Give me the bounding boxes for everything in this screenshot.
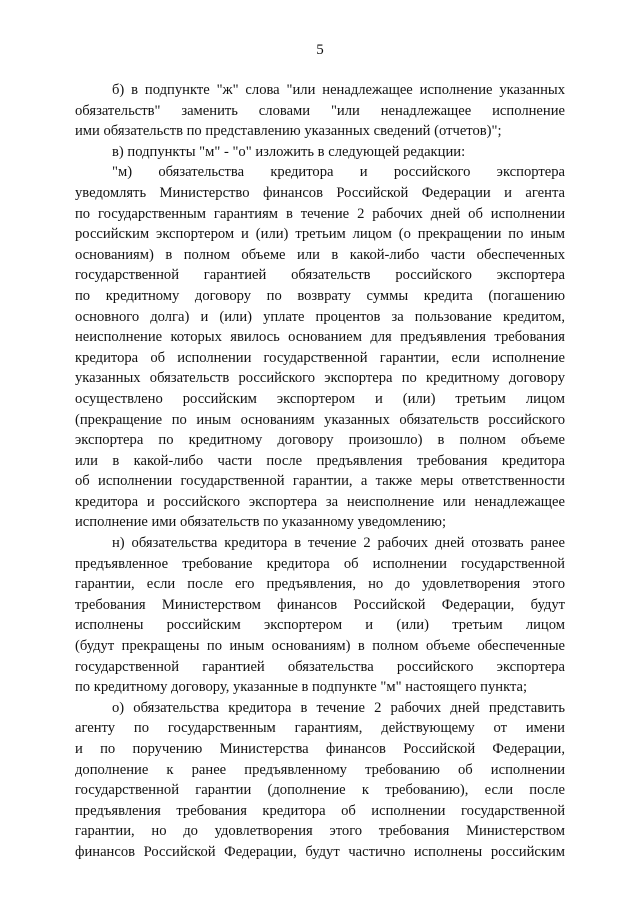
text-line: или в какой-либо части после предъявления требования кредитора [75, 452, 565, 469]
text-line: требования Министерством финансов Российской Федерации, будут [75, 596, 565, 613]
text-line: финансов Российской Федерации, будут частично исполнены российским [75, 843, 565, 860]
text-line: дополнение к ранее предъявленному требованию об исполнении [75, 761, 565, 778]
text-line: (прекращение по иным основаниям указанных обязательств российского [75, 411, 565, 428]
text-line: основаниям) в полном объеме или в какой-либо части обеспеченных [75, 246, 565, 263]
paragraph [75, 698, 565, 863]
text-line: н) обязательства кредитора в течение 2 рабочих дней отозвать ранее [112, 535, 565, 552]
paragraph [75, 533, 565, 698]
text-line: государственной гарантии (дополнение к требованию), если после [75, 782, 565, 799]
text-line: кредитора и российского экспортера за неисполнение или ненадлежащее [75, 493, 565, 510]
text-line: гарантии, если после его предъявления, но до удовлетворения этого [75, 576, 565, 593]
text-line: государственной гарантией обязательств российского экспортера [75, 267, 565, 284]
text-line: по кредитному договору по возврату суммы кредита (погашению [75, 287, 565, 304]
text-line: осуществлено российским экспортером и (или) третьим лицом [75, 390, 565, 407]
text-line: предъявленное требование кредитора об исполнении государственной [75, 555, 565, 572]
page-number: 5 [316, 42, 324, 58]
text-line: исполнение ими обязательств по указанному уведомлению; [75, 514, 447, 531]
text-line: об исполнении государственной гарантии, а также меры ответственности [75, 473, 565, 490]
text-line: в) подпункты "м" - "о" изложить в следующей редакции: [112, 143, 466, 160]
text-line: уведомлять Министерство финансов Российской Федерации и агента [75, 184, 565, 201]
text-line: обязательств" заменить словами "или ненадлежащее исполнение [75, 102, 565, 119]
text-line: кредитора об исполнении государственной гарантии, если исполнение [75, 349, 565, 366]
text-line: государственной гарантией обязательства российского экспортера [75, 658, 565, 675]
text-line: российским экспортером и (или) третьим лицом (о прекращении по иным [75, 226, 565, 243]
text-line: и по поручению Министерства финансов Российской Федерации, [75, 741, 565, 757]
text-line: б) в подпункте "ж" слова "или ненадлежащее исполнение указанных [112, 82, 565, 98]
text-line: исполнены российским экспортером и (или) третьим лицом [75, 617, 565, 634]
paragraph [75, 162, 565, 533]
text-line: агенту по государственным гарантиям, действующему от имени [75, 720, 565, 737]
text-line: неисполнение которых явилось основанием для предъявления требования [75, 329, 565, 346]
text-line: гарантии, но до удовлетворения этого требования Министерством [75, 823, 565, 840]
text-line: предъявления требования кредитора об исполнении государственной [75, 802, 565, 819]
paragraph [75, 142, 565, 163]
text-line: о) обязательства кредитора в течение 2 рабочих дней представить [112, 699, 565, 716]
paragraph [75, 80, 565, 142]
text-line: по государственным гарантиям в течение 2 рабочих дней об исполнении [75, 205, 565, 222]
text-line: "м) обязательства кредитора и российского экспортера [112, 164, 565, 181]
text-line: основного долга) и (или) уплате процентов за пользование кредитом, [75, 308, 565, 325]
document-body [75, 80, 565, 863]
text-line: ими обязательств по представлению указанных сведений (отчетов)"; [75, 123, 502, 140]
text-line: указанных обязательств российского экспортера по кредитному договору [75, 370, 565, 387]
text-line: (будут прекращены по иным основаниям) в полном объеме обеспеченные [75, 638, 565, 655]
text-line: по кредитному договору, указанные в подпункте "м" настоящего пункта; [75, 679, 528, 696]
text-line: экспортера по кредитному договору произошло) в полном объеме [75, 432, 565, 449]
